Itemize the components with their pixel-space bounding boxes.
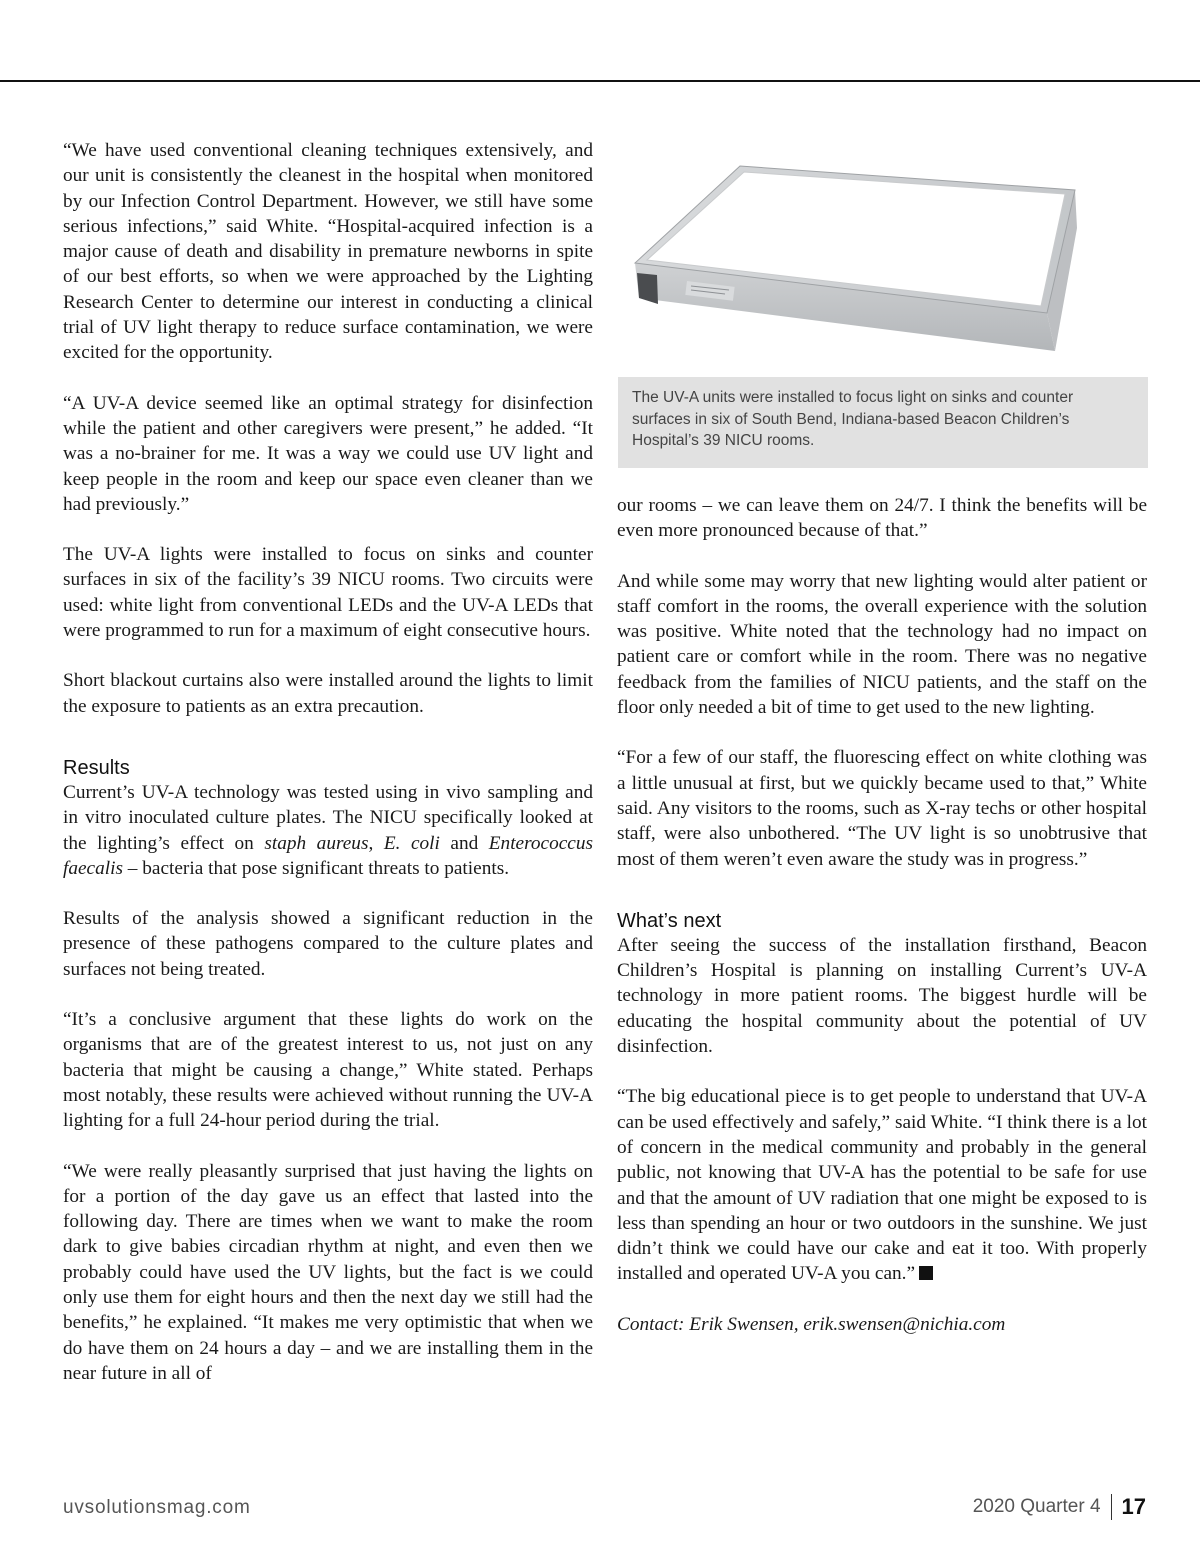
product-figure [617,138,1148,378]
text-run: and [439,832,489,854]
paragraph [617,1084,1147,1286]
paragraph: our rooms – we can leave them on 24/7. I think the benefits will be even more pronounced because of that.” [617,495,1147,542]
paragraph: And while some may worry that new lighting would alter patient or staff comfort in the rooms, the overall experience with the solution was positive. White noted that the technology had no impact on patient care or comfort while in the room. There was no negative feedback from the families of NICU patients, and the staff on the floor only needed a bit of time to get used to the new lighting. [617,570,1147,719]
footer-site: uvsolutionsmag.com [63,1497,251,1518]
paragraph: After seeing the success of the installation firsthand, Beacon Children’s Hospital is planning on installing Current’s UV-A technology in more patient rooms. The biggest hurdle will be educating the hospital community about the potential of UV disinfection. [617,934,1147,1058]
paragraph: “We were really pleasantly surprised that just having the lights on for a portion of the day gave us an effect that lasted into the following day. There are times when we want to make the room dark to give babies circadian rhythm at night, and even then we probably could have used the UV lights, but the fact is we could only use them for eight hours and then the next day we still had the benefits,” he explained. “It makes me very optimistic that when we do have them on 24 hours a day – and we are installing them in the near future in all of [63,1160,593,1384]
paragraph-text: “The big educational piece is to get people to understand that UV-A can be used effectively and safely,” said White. “I think there is a lot of concern in the medical community and probably in the general public, not knowing that UV-A has the potential to be safe for use and that the amount of UV radiation that one might be exposed to is less than spending an hour or two outdoors in the sunshine. We just didn’t think we could have our cake and eat it too. With properly installed and operated UV-A you can.” [617,1086,1147,1285]
paragraph: “For a few of our staff, the fluorescing effect on white clothing was a little unusual at first, but we quickly became used to that,” White said. Any visitors to the rooms, such as X-ray techs or other hospital staff, were also unbothered. “The UV light is so unobtrusive that most of them weren’t even aware the study was in progress.” [617,747,1147,870]
paragraph [63,780,593,881]
species-name: Enterococcus faecalis [63,832,594,879]
contact-line: Contact: Erik Swensen, erik.swensen@nichia.com [617,1313,1006,1335]
light-panel-illustration [617,138,1148,378]
footer-issue [973,1494,1146,1520]
text-run: Current’s UV-A technology was tested using in vivo sampling and in vitro inoculated culture plates. The NICU specifically looked at the lighting’s effect on [63,781,593,854]
paragraph: Short blackout curtains also were installed around the lights to limit the exposure to patients as an extra precaution. [63,670,593,717]
whats-next-heading: What’s next [617,909,722,932]
paragraph: The UV-A lights were installed to focus on sinks and counter surfaces in six of the facility’s 39 NICU rooms. Two circuits were used: white light from conventional LEDs and the UV-A LEDs that were programmed to run for a maximum of eight consecutive hours. [63,544,593,642]
left-column [63,138,593,1386]
text-run: – bacteria that pose significant threats to patients. [122,857,510,879]
uv-light-fixture-image [617,138,1148,378]
figure-caption: The UV-A units were installed to focus light on sinks and counter surfaces in six of South Bend, Indiana-based Beacon Children’s Hospital’s 39 NICU rooms. [618,377,1148,468]
species-name: E. coli [383,832,440,854]
paragraph: “We have used conventional cleaning techniques extensively, and our unit is consistently the cleanest in the hospital when monitored by our Infection Control Department. However, we still have some serious infections,” said White. “Hospital-acquired infection is a major cause of death and disability in premature newborns in spite of our best efforts, so when we were approached by the Lighting Research Center to determine our interest in conducting a clinical trial of UV light therapy to reduce surface contamination, we were excited for the opportunity. [63,140,593,364]
page-number: 17 [1121,1494,1146,1519]
text-run: , [368,832,384,854]
right-column [617,493,1147,1362]
species-name: staph aureus [264,832,369,854]
top-rule [0,80,1200,82]
paragraph: “It’s a conclusive argument that these lights do work on the organisms that are of the greatest interest to us, not just on any bacteria that might be causing a change,” White stated. Perhaps most notably, these results were achieved without running the UV-A lighting for a full 24-hour period during the trial. [63,1009,593,1132]
end-of-article-square-icon [919,1266,933,1280]
paragraph: Results of the analysis showed a significant reduction in the presence of these pathogens compared to the culture plates and surfaces not being treated. [63,908,593,980]
results-heading: Results [63,756,130,779]
paragraph: “A UV-A device seemed like an optimal strategy for disinfection while the patient and other caregivers were present,” he added. “It was a no-brainer for me. It was a way we could use UV light and keep people in the room and keep our space even cleaner than we had previously.” [63,392,593,515]
issue-label: 2020 Quarter 4 [972,1496,1101,1517]
footer-divider [1111,1494,1112,1520]
